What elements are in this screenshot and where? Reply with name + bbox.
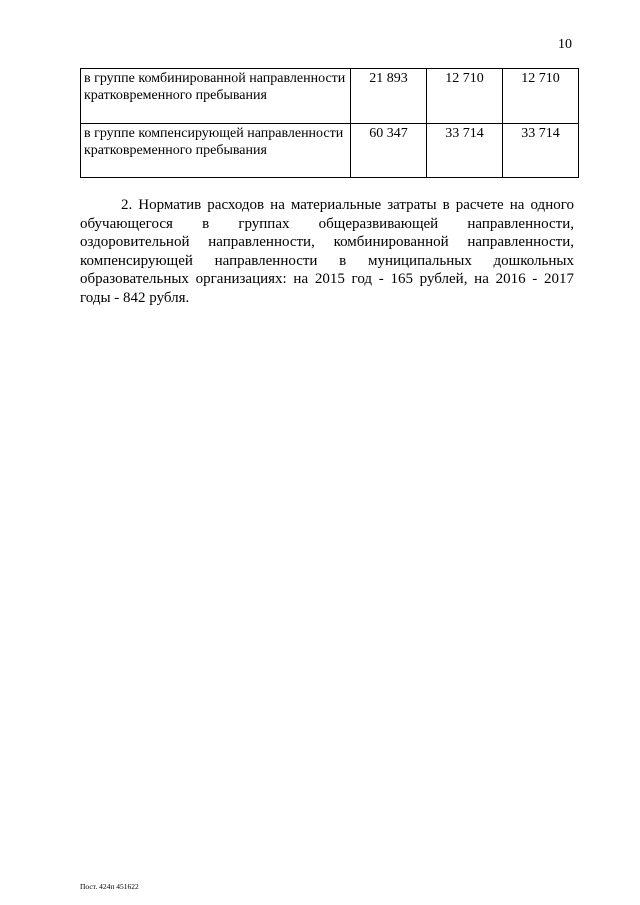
value-cell: 60 347 <box>351 124 427 178</box>
row-label-cell: в группе компенсирующей направленности кратковременного пребывания <box>81 124 351 178</box>
value-cell: 33 714 <box>427 124 503 178</box>
value-cell: 33 714 <box>503 124 579 178</box>
value-cell: 21 893 <box>351 69 427 124</box>
footer-reference: Пост. 424п 451622 <box>80 882 139 891</box>
value-cell: 12 710 <box>427 69 503 124</box>
table-row <box>81 124 579 178</box>
normative-table <box>80 68 579 178</box>
body-paragraph: 2. Норматив расходов на материальные затраты в расчете на одного обучающегося в группах общеразвивающей направленности, оздоровительной направленности, комбинированной направленности, компенсирующей направленности в муниципальных дошкольных образовательных организациях: на 2015 год - 165 рублей, на 2016 - 2017 годы - 842 рубля. <box>80 197 574 306</box>
row-label-cell: в группе комбинированной направленности кратковременного пребывания <box>81 69 351 124</box>
page-number: 10 <box>558 37 572 52</box>
table-row <box>81 69 579 124</box>
value-cell: 12 710 <box>503 69 579 124</box>
